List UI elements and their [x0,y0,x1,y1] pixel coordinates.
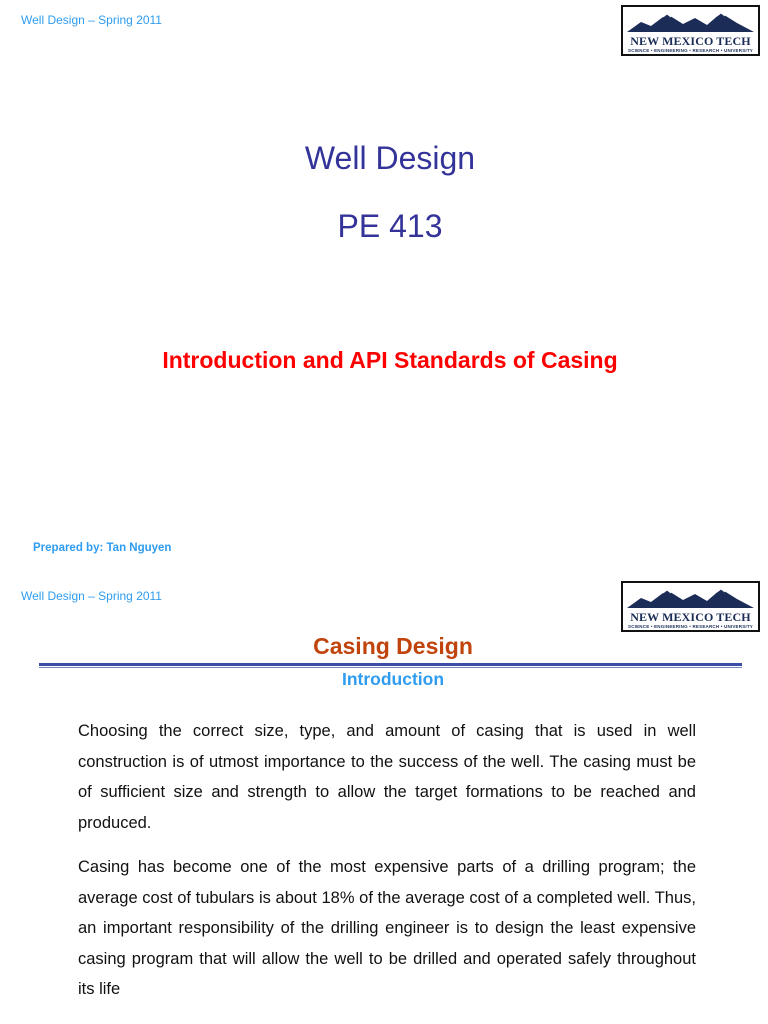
course-code: PE 413 [337,208,443,244]
course-tag: Well Design – Spring 2011 [21,589,162,603]
divider [39,667,742,668]
content-slide [0,576,768,1024]
logo-name: NEW MEXICO TECH [630,610,751,624]
logo-name: NEW MEXICO TECH [630,34,751,48]
course-tag: Well Design – Spring 2011 [21,13,162,27]
new-mexico-tech-logo [621,5,760,56]
logo-tagline: SCIENCE • ENGINEERING • RESEARCH • UNIVERSITY [628,624,753,629]
new-mexico-tech-logo [621,581,760,632]
slide-subtitle: Introduction and API Standards of Casing [162,347,618,373]
paragraph: Casing has become one of the most expensive parts of a drilling program; the average cost of tubulars is about 18% of the average cost of a completed well. Thus, an important responsibility of the drilling engineer is to design the least expensive casing program that will allow the well to be drilled and operated safely throughout its life [78,858,696,999]
divider [39,663,742,666]
logo-tagline: SCIENCE • ENGINEERING • RESEARCH • UNIVERSITY [628,48,753,53]
section-title: Casing Design [313,633,473,659]
mountain-icon [627,586,754,608]
prepared-by: Prepared by: Tan Nguyen [33,542,172,554]
paragraph: Choosing the correct size, type, and amount of casing that is used in well construction is of utmost importance to the success of the well. The casing must be of sufficient size and strength to allow the target formations to be reached and produced. [78,722,696,832]
section-subtitle: Introduction [341,669,445,689]
slide-title: Well Design [304,140,476,176]
mountain-icon [627,10,754,32]
